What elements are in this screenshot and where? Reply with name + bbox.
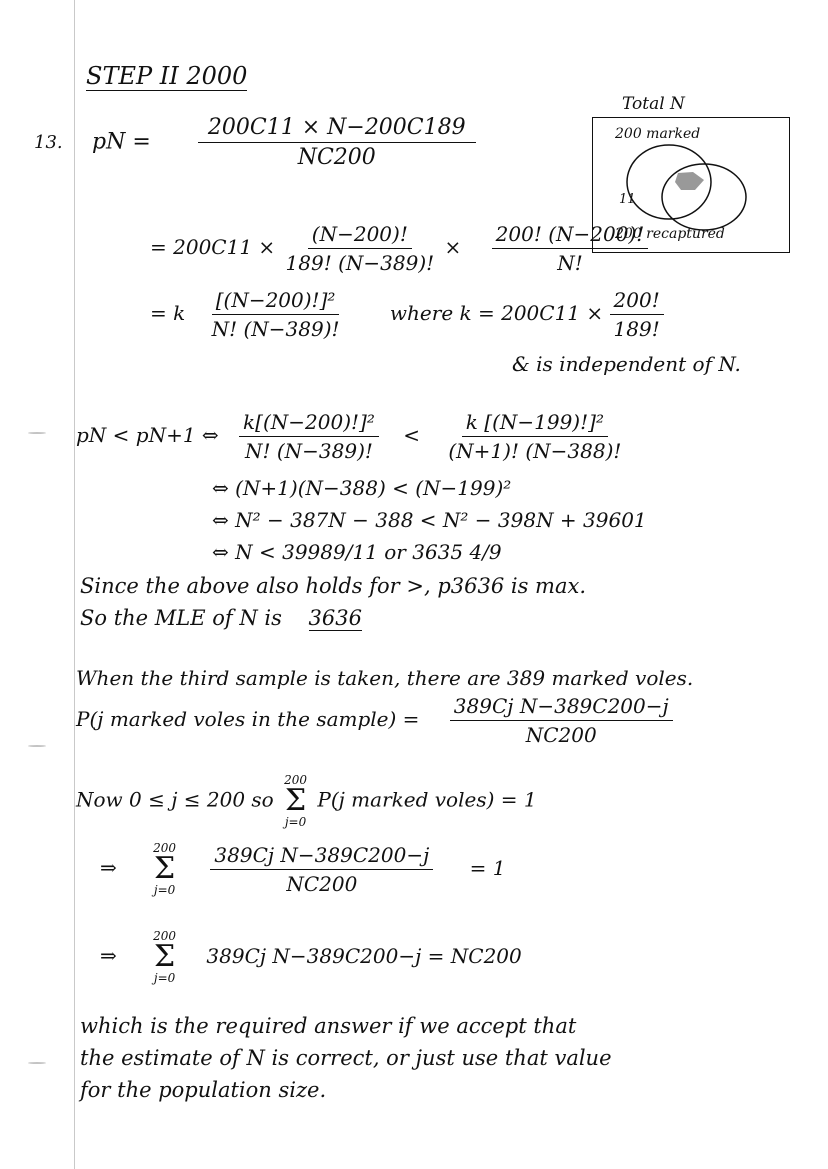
eq3-k-den: 189! (613, 317, 660, 341)
eq-pn-denominator: NC200 (297, 145, 376, 170)
question-number: 13. (34, 132, 63, 153)
sigma-icon: Σ (153, 939, 176, 974)
binder-hole-mark (28, 1062, 46, 1064)
eq3-num: [(N−200)!]² (212, 288, 340, 315)
eq3-where: where k = 200C11 × (389, 301, 604, 325)
binder-hole-mark (28, 745, 46, 747)
prob-lhs: P(j marked voles in the sample) = (76, 707, 420, 731)
implication-line-1 (100, 842, 506, 896)
now-sum-lower: j=0 (284, 815, 307, 829)
eq3-den: N! (N−389)! (211, 317, 340, 341)
eq-pn-numerator: 200C11 × N−200C189 (198, 115, 476, 143)
sigma-icon: Σ (153, 851, 176, 886)
derivation-step-2: ⇔ N² − 387N − 388 < N² − 398N + 39601 (212, 508, 647, 532)
conclusion-line-2: the estimate of N is correct, or just use that value (80, 1046, 612, 1070)
probability-line (76, 694, 673, 747)
eq-pn-definition (92, 115, 476, 170)
impl1-rhs: = 1 (469, 855, 506, 880)
ineq-frac2-num: k [(N−199)!]² (462, 410, 608, 437)
conclusion-line-3: for the population size. (80, 1078, 327, 1102)
now-text: Now 0 ≤ j ≤ 200 so (76, 787, 274, 812)
eq3-k-num: 200! (610, 288, 664, 315)
derivation-step-1: ⇔ (N+1)(N−388) < (N−199)² (212, 476, 512, 500)
now-sum-upper: 200 (284, 773, 307, 787)
prob-num: 389Cj N−389C200−j (450, 694, 673, 721)
eq2-frac1-den: 189! (N−389)! (285, 251, 435, 275)
mle-prefix: So the MLE of N is (80, 606, 282, 630)
mle-value: 3636 (308, 606, 362, 630)
page-title: STEP II 2000 (86, 62, 248, 90)
eq2-frac1-num: (N−200)! (308, 222, 412, 249)
venn-top-label: 200 marked (615, 126, 701, 142)
eq-pn-lhs: pN = (92, 129, 151, 155)
eq2-times: × (444, 235, 462, 259)
independence-note: & is independent of N. (512, 352, 741, 376)
ineq-frac1-den: N! (N−389)! (244, 439, 373, 463)
since-statement: Since the above also holds for >, p3636 is max. (80, 574, 586, 598)
venn-overlap-label: 11 (619, 192, 636, 207)
eq2-frac2-den: N! (557, 251, 583, 275)
eq-line-2 (150, 222, 648, 275)
prob-den: NC200 (525, 723, 597, 747)
impl1-arrow: ⇒ (100, 855, 117, 880)
page-margin-line (74, 0, 75, 1169)
ineq-less-than: < (403, 423, 420, 447)
third-sample-statement: When the third sample is taken, there are 389 marked voles. (76, 666, 694, 690)
inequality-line (76, 410, 625, 463)
eq2-prefix: = 200C11 × (150, 235, 276, 259)
eq-line-3 (150, 288, 664, 341)
sigma-icon: Σ (284, 783, 307, 818)
sum-identity-line (76, 774, 537, 828)
impl1-sum-lower: j=0 (153, 883, 176, 897)
eq3-prefix: = k (150, 301, 186, 325)
conclusion-line-1: which is the required answer if we accept that (80, 1014, 577, 1038)
mle-statement (80, 606, 362, 630)
eq2-frac2-num: 200! (N−200)! (492, 222, 649, 249)
impl2-sum-lower: j=0 (153, 971, 176, 985)
binder-hole-mark (28, 432, 46, 434)
impl2-arrow: ⇒ (100, 943, 117, 968)
venn-diagram-caption: Total N (622, 94, 685, 114)
now-rhs: P(j marked voles) = 1 (317, 787, 537, 812)
impl1-den: NC200 (286, 871, 358, 896)
ineq-frac1-num: k[(N−200)!]² (239, 410, 379, 437)
impl2-body: 389Cj N−389C200−j = NC200 (206, 943, 522, 968)
venn-bottom-label: 200 recaptured (615, 226, 725, 242)
ineq-lhs: pN < pN+1 ⇔ (76, 423, 219, 447)
derivation-step-3: ⇔ N < 39989/11 or 3635 4/9 (212, 540, 502, 564)
impl1-sum-upper: 200 (153, 841, 177, 855)
ineq-frac2-den: (N+1)! (N−388)! (448, 439, 622, 463)
implication-line-2 (100, 930, 522, 984)
impl2-sum-upper: 200 (153, 929, 177, 943)
impl1-num: 389Cj N−389C200−j (210, 843, 433, 870)
